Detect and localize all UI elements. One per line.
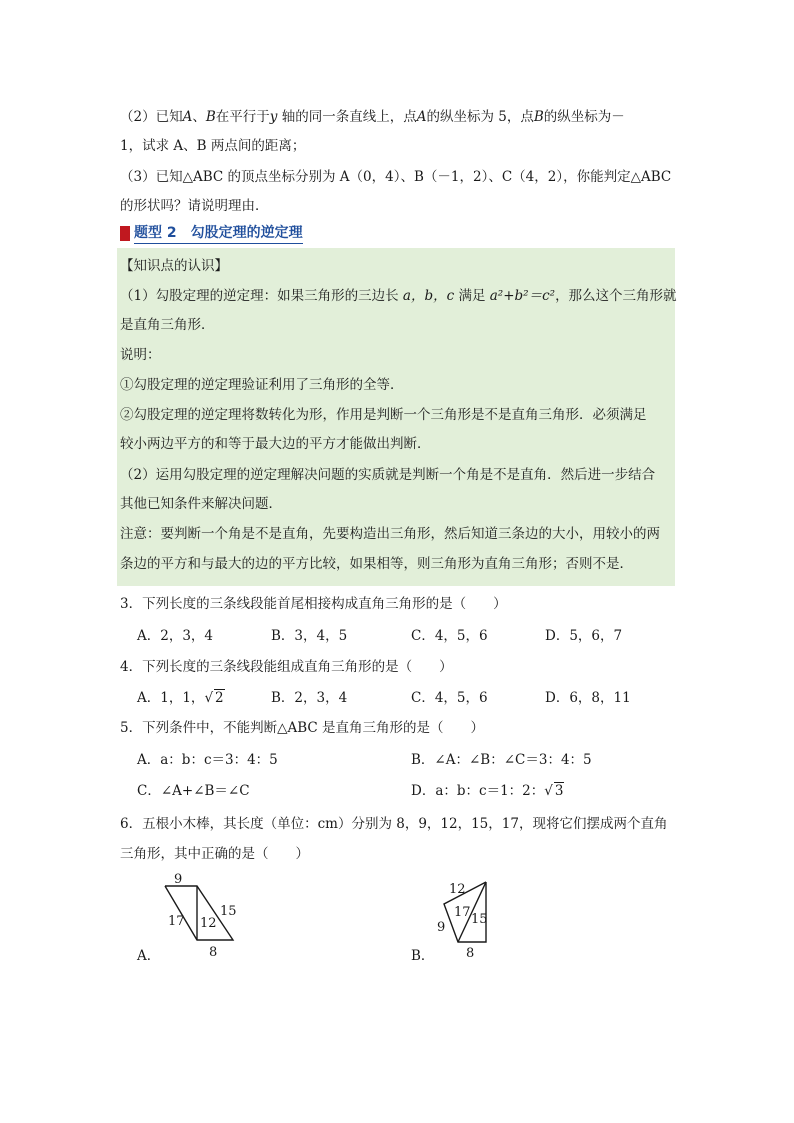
question-5-option-a[interactable]: A．a：b：c＝3：4：5 [137,752,278,768]
figure-a-length-hyp-left: 17 [168,914,185,929]
radicand: 3 [554,783,564,799]
figure-a-triangles [160,868,260,964]
var-b: B [533,109,544,125]
question-6-option-a[interactable]: A． [137,948,161,964]
knowledge-p2-line2: 其他已知条件来解决问题． [120,496,282,512]
var-y: y [269,109,278,125]
text: 在平行于 [215,109,270,125]
question-5-option-b[interactable]: B．∠A：∠B：∠C＝3：4：5 [411,752,592,768]
text: 的纵坐标为 5，点 [426,109,534,125]
figure-a-length-middle: 12 [200,916,217,931]
text: ，那么这个三角形就 [555,288,677,304]
question-3-option-b[interactable]: B．3，4，5 [271,628,348,644]
var-a: A [416,109,427,125]
q2-part2-line1 [120,105,625,125]
question-3-option-a[interactable]: A．2，3，4 [137,628,214,644]
figure-a-length-hyp-right: 15 [220,904,237,919]
q2-part3-line2: 的形状吗？请说明理由． [120,198,269,214]
question-4-option-a[interactable] [137,686,225,706]
knowledge-p2-line1: （2）运用勾股定理的逆定理解决问题的实质就是判断一个角是不是直角．然后进一步结合 [120,467,656,483]
text: 满足 [458,288,486,304]
knowledge-note1: ①勾股定理的逆定理验证利用了三角形的全等． [120,377,404,393]
section-heading-text: 题型 2 勾股定理的逆定理 [134,222,303,244]
question-5-stem: 5．下列条件中，不能判断△ABC 是直角三角形的是（ ） [120,720,485,736]
text: 、 [192,109,206,125]
text: （1）勾股定理的逆定理：如果三角形的三边长 [120,288,399,304]
var-a: A [182,109,193,125]
sqrt-expression: √ 3 [544,783,564,799]
knowledge-note2-line1: ②勾股定理的逆定理将数转化为形，作用是判断一个三角形是不是直角三角形．必须满足 [120,407,647,423]
q2-part3-line1: （3）已知△ABC 的顶点坐标分别为 A（0，4）、B（－1，2）、C（4，2），你能判定△ABC [120,169,672,185]
knowledge-title: 【知识点的认识】 [120,258,228,274]
knowledge-caution-line2: 条边的平方和与最大的边的平方比较，如果相等，则三角形为直角三角形；否则不是． [120,556,633,572]
question-4-option-b[interactable]: B．2，3，4 [271,690,348,706]
question-5-option-d[interactable] [411,779,564,799]
figure-b-length-bottom: 8 [466,946,475,961]
text: （2）已知 [120,109,183,125]
sqrt-expression: √ 2 [204,690,224,706]
figure-b-length-left: 9 [437,920,446,935]
figure-b-length-right: 15 [471,912,488,927]
question-3-option-d[interactable]: D．5，6，7 [545,628,623,644]
question-3-option-c[interactable]: C．4，5，6 [411,628,488,644]
q2-part2-line2: 1，试求 A、B 两点间的距离； [120,138,306,154]
side-variables: a，b，c [402,288,455,304]
text: 轴的同一条直线上，点 [277,109,417,125]
option-text: A．1，1， [137,690,205,706]
section-heading [120,222,303,244]
question-5-option-c[interactable]: C．∠A+∠B＝∠C [137,783,250,799]
figure-a-length-top: 9 [174,872,183,887]
radicand: 2 [215,690,224,706]
knowledge-note-label: 说明： [120,347,161,363]
text: 的纵坐标为－ [543,109,625,125]
figure-a-length-bottom: 8 [209,945,218,960]
question-4-option-c[interactable]: C．4，5，6 [411,690,488,706]
question-4-option-d[interactable]: D．6，8，11 [545,690,631,706]
question-6-option-b[interactable]: B． [411,948,435,964]
question-3-stem: 3．下列长度的三条线段能首尾相接构成直角三角形的是（ ） [120,596,507,612]
figure-b-length-top: 12 [449,882,466,897]
knowledge-p1-line1 [120,284,677,304]
figure-b-length-inner: 17 [454,905,471,920]
question-6-stem-line1: 6．五根小木棒，其长度（单位：cm）分别为 8，9，12，15，17，现将它们摆成两个直角 [120,816,668,832]
knowledge-p1-line2: 是直角三角形． [120,317,215,333]
knowledge-note2-line2: 较小两边平方的和等于最大边的平方才能做出判断． [120,436,431,452]
option-text: D．a：b：c＝1：2： [411,783,545,799]
knowledge-caution-line1: 注意：要判断一个角是不是直角，先要构造出三角形，然后知道三条边的大小，用较小的两 [120,526,660,542]
pythagorean-formula: a²+b²＝c² [489,288,556,304]
figure-b-triangles [432,872,502,964]
heading-marker-icon [120,226,130,241]
question-6-stem-line2: 三角形，其中正确的是（ ） [120,846,309,862]
question-4-stem: 4．下列长度的三条线段能组成直角三角形的是（ ） [120,659,453,675]
var-b: B [205,109,216,125]
